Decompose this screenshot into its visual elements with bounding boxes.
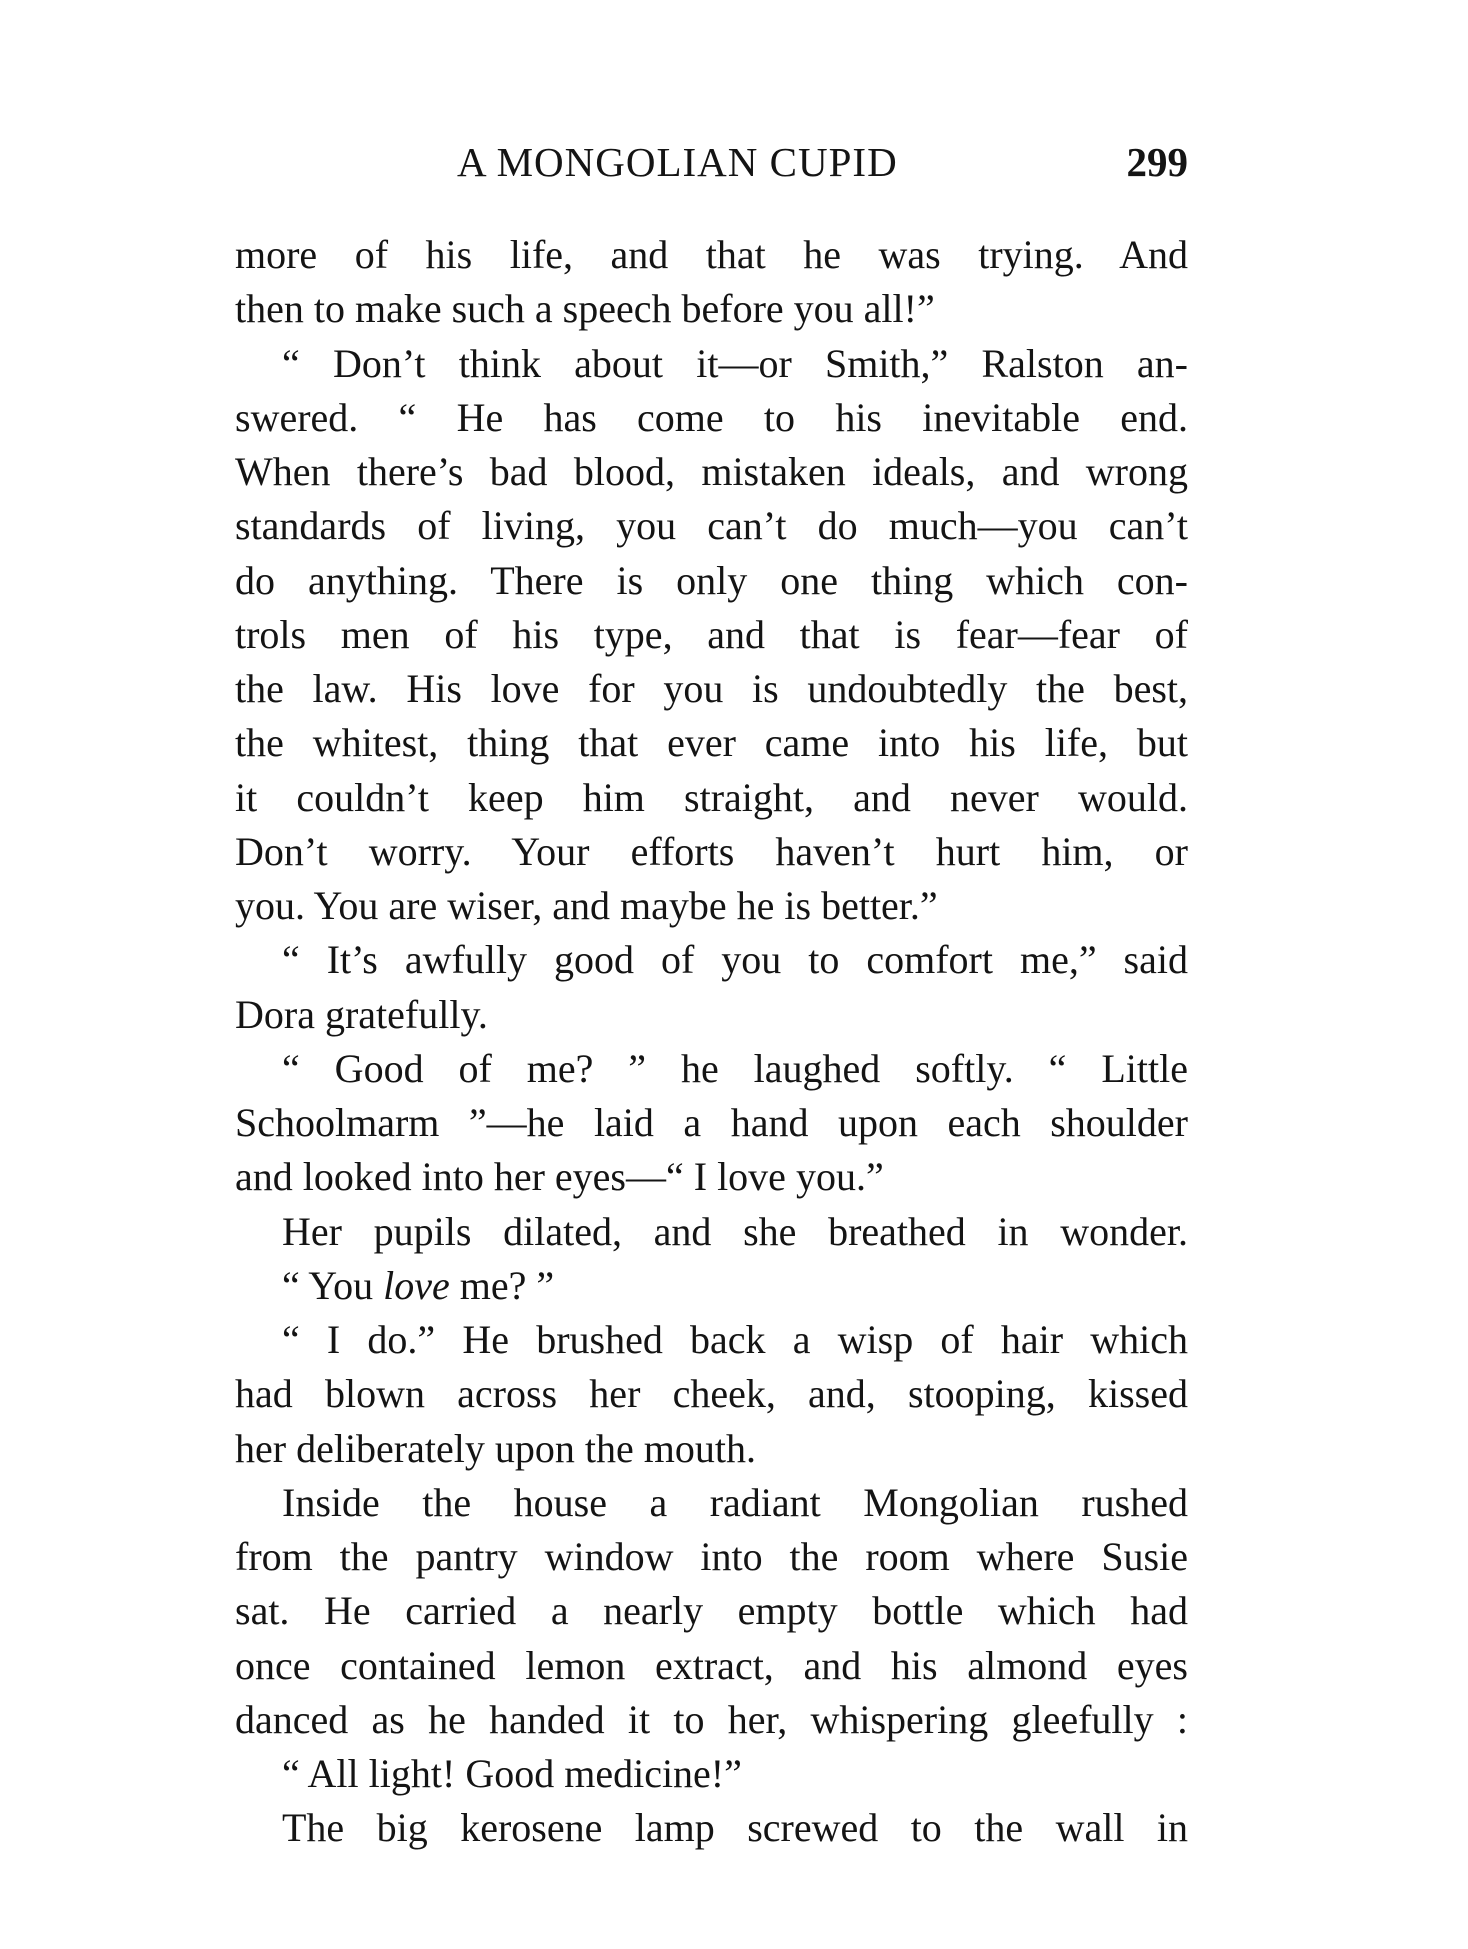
text-line: the law. His love for you is undoubtedly the best,	[235, 666, 1188, 711]
text-line: then to make such a speech before you all!”	[235, 286, 935, 332]
text-line: Schoolmarm ”—he laid a hand upon each shoulder	[235, 1100, 1188, 1145]
running-head	[235, 134, 1188, 190]
running-title: A MONGOLIAN CUPID	[457, 139, 898, 185]
text-segment: me? ”	[449, 1262, 555, 1308]
text-line: her deliberately upon the mouth.	[235, 1425, 756, 1471]
text-line: “ It’s awfully good of you to comfort me,” said	[282, 937, 1188, 983]
italic-text: love	[383, 1262, 450, 1308]
text-line: Don’t worry. Your efforts haven’t hurt him, or	[235, 828, 1188, 874]
text-line: When there’s bad blood, mistaken ideals, and wrong	[235, 449, 1188, 494]
text-line: Dora gratefully.	[235, 991, 488, 1037]
text-line: once contained lemon extract, and his almond eyes	[235, 1642, 1188, 1688]
text-line: more of his life, and that he was trying. And	[235, 232, 1188, 277]
text-line	[235, 1259, 1188, 1313]
text-line: trols men of his type, and that is fear—fear of	[235, 611, 1188, 657]
text-line: “ Don’t think about it—or Smith,” Ralston an-	[282, 340, 1188, 386]
text-segment: “ You	[282, 1262, 384, 1308]
text-line: and looked into her eyes—“ I love you.”	[235, 1154, 884, 1200]
text-line: “ I do.” He brushed back a wisp of hair which	[282, 1317, 1188, 1362]
body-text	[235, 228, 1188, 1856]
text-line: do anything. There is only one thing which con-	[235, 557, 1188, 603]
text-line: it couldn’t keep him straight, and never would.	[235, 774, 1188, 820]
text-line: had blown across her cheek, and, stooping, kissed	[235, 1371, 1188, 1417]
text-line: “ Good of me? ” he laughed softly. “ Little	[282, 1045, 1188, 1091]
text-line: danced as he handed it to her, whispering gleefully :	[235, 1696, 1188, 1742]
page-number: 299	[1126, 139, 1188, 185]
text-line: “ All light! Good medicine!”	[282, 1751, 742, 1796]
text-line: The big kerosene lamp screwed to the wall in	[282, 1805, 1188, 1851]
text-line: sat. He carried a nearly empty bottle which had	[235, 1588, 1188, 1634]
text-line: swered. “ He has come to his inevitable end.	[235, 394, 1188, 440]
text-line: Inside the house a radiant Mongolian rushed	[282, 1479, 1188, 1525]
text-line: standards of living, you can’t do much—you can’t	[235, 503, 1188, 549]
text-line: from the pantry window into the room where Susie	[235, 1534, 1188, 1579]
text-line: you. You are wiser, and maybe he is better.”	[235, 883, 938, 928]
text-line: the whitest, thing that ever came into his life, but	[235, 720, 1188, 766]
text-line: Her pupils dilated, and she breathed in wonder.	[282, 1208, 1188, 1254]
